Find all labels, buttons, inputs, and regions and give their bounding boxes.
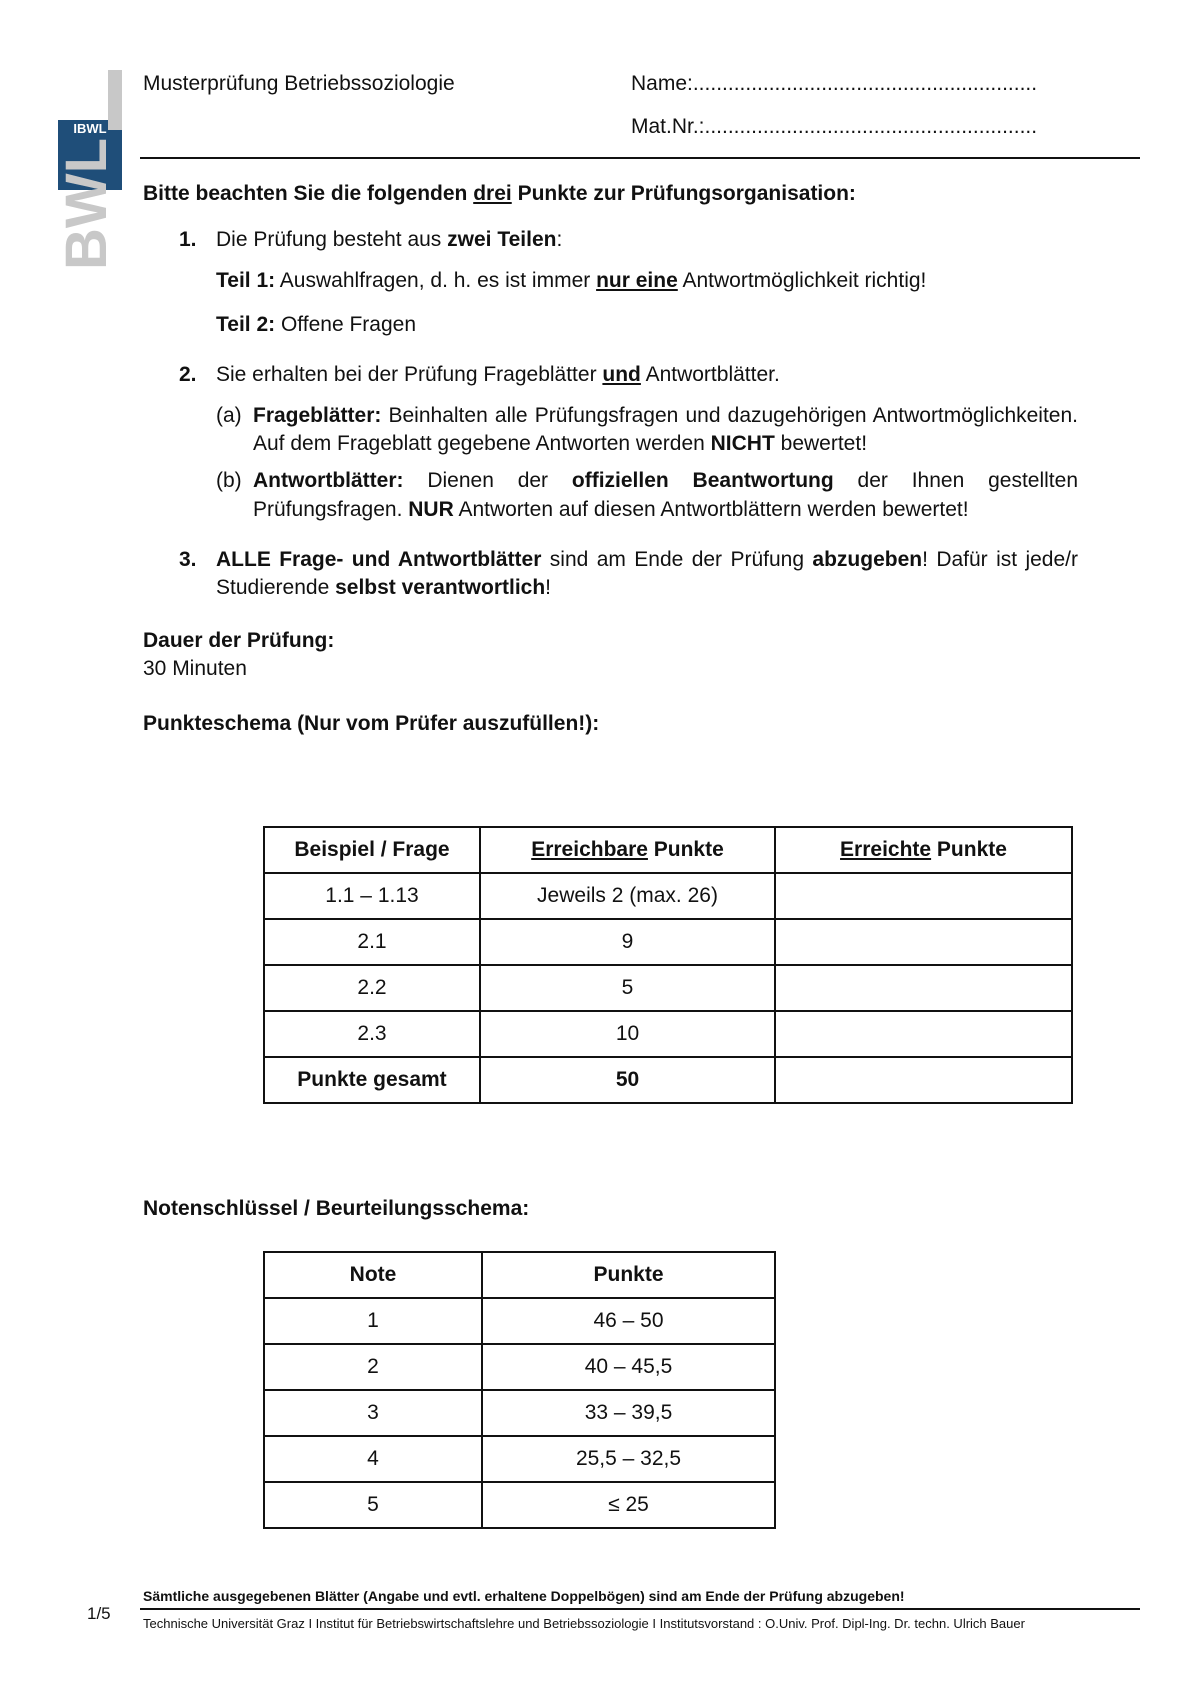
name-field[interactable]: Name:...........................................................	[631, 72, 1038, 95]
matnr-field[interactable]: Mat.Nr.:.........................................................	[631, 115, 1038, 139]
point-2a: (a) Frageblätter: Beinhalten alle Prüfungsfragen und dazugehörigen Antwortmöglichkeiten. Auf dem Frageblatt gegebene Antworten werden NICHT bewertet!	[216, 403, 1078, 456]
table-row: 2 40 – 45,5	[264, 1344, 775, 1390]
teil-1: Teil 1: Auswahlfragen, d. h. es ist immer nur eine Antwortmöglichkeit richtig!	[216, 268, 927, 292]
duration-heading: Dauer der Prüfung:	[143, 628, 335, 652]
col-header-erreicht: Erreichte Punkte	[775, 827, 1072, 873]
col-header-punkte: Punkte	[482, 1252, 775, 1298]
point-2b: (b) Antwortblätter: Dienen der offiziellen Beantwortung der Ihnen gestellten Prüfungsfragen. NUR Antworten auf diesen Antwortblättern werden bewertet!	[216, 469, 1079, 521]
table-row: 3 33 – 39,5	[264, 1390, 775, 1436]
logo-small-text: IBWL	[73, 121, 107, 136]
table-row: 2.3 10	[264, 1011, 1072, 1057]
col-header-frage: Beispiel / Frage	[264, 827, 480, 873]
footer-institution: Technische Universität Graz I Institut für Betriebswirtschaftslehre und Betriebssoziologie I Institutsvorstand : O.Univ. Prof. Dipl-Ing. Dr. techn. Ulrich Bauer	[143, 1616, 1025, 1631]
table-row: 5 ≤ 25	[264, 1482, 775, 1528]
footer-note: Sämtliche ausgegebenen Blätter (Angabe und evtl. erhaltene Doppelbögen) sind am Ende der Prüfung abzugeben!	[143, 1588, 905, 1604]
table-total-row: Punkte gesamt 50	[264, 1057, 1072, 1103]
score-cell[interactable]	[775, 919, 1072, 965]
col-header-erreichbar: Erreichbare Punkte	[480, 827, 775, 873]
point-1: 1. Die Prüfung besteht aus zwei Teilen: Teil 1: Auswahlfragen, d. h. es ist immer nur eine Antwortmöglichkeit richtig! Teil 2: Offene Fragen	[143, 226, 1078, 339]
points-scheme-heading: Punkteschema (Nur vom Prüfer auszufüllen!):	[143, 712, 600, 736]
point-number: 1.	[179, 228, 197, 252]
duration-value: 30 Minuten	[143, 657, 247, 681]
grade-key-heading: Notenschlüssel / Beurteilungsschema:	[143, 1197, 530, 1220]
logo-big-text: BWL	[58, 137, 119, 270]
teil-2: Teil 2: Offene Fragen	[216, 313, 416, 337]
table-row: 1 46 – 50	[264, 1298, 775, 1344]
table-row: 1.1 – 1.13 Jeweils 2 (max. 26)	[264, 873, 1072, 919]
points-table	[263, 826, 1073, 1104]
page-number: 1/5	[87, 1604, 111, 1623]
point-3: 3. ALLE Frage- und Antwortblätter sind am Ende der Prüfung abzugeben! Dafür ist jede/r Studierende selbst verantwortlich!	[179, 548, 1078, 600]
grade-table	[263, 1251, 776, 1529]
footer-divider	[140, 1608, 1140, 1610]
point-2: 2. Sie erhalten bei der Prüfung Frageblätter und Antwortblätter. (a) Frageblätter: Beinhalten alle Prüfungsfragen und dazugehörigen Antwortmöglichkeiten. Auf dem Frageblatt gegebene Antworten werden NICHT bewertet! (b) Antwortblätter: Dienen der offiziellen Beantwortung der Ihnen gestellten Prüfungsfragen. NUR Antworten auf diesen Antwortblättern werden bewertet!	[143, 361, 1078, 524]
instructions	[143, 180, 1078, 739]
point-number: 2.	[179, 363, 197, 387]
score-cell[interactable]	[775, 965, 1072, 1011]
table-row: 2.2 5	[264, 965, 1072, 1011]
table-row: 4 25,5 – 32,5	[264, 1436, 775, 1482]
table-row: 2.1 9	[264, 919, 1072, 965]
col-header-note: Note	[264, 1252, 482, 1298]
header-divider	[140, 157, 1140, 159]
logo-grey-bar	[108, 70, 122, 130]
point-number: 3.	[179, 548, 197, 572]
intro-heading: Bitte beachten Sie die folgenden drei Punkte zur Prüfungsorganisation:	[143, 182, 856, 205]
table-header-row	[264, 1252, 775, 1298]
table-header-row	[264, 827, 1072, 873]
score-cell[interactable]	[775, 1057, 1072, 1103]
score-cell[interactable]	[775, 1011, 1072, 1057]
institute-logo	[58, 70, 122, 275]
student-fields	[631, 70, 1121, 157]
exam-title: Musterprüfung Betriebssoziologie	[143, 72, 455, 95]
score-cell[interactable]	[775, 873, 1072, 919]
duration-section	[143, 627, 1078, 684]
